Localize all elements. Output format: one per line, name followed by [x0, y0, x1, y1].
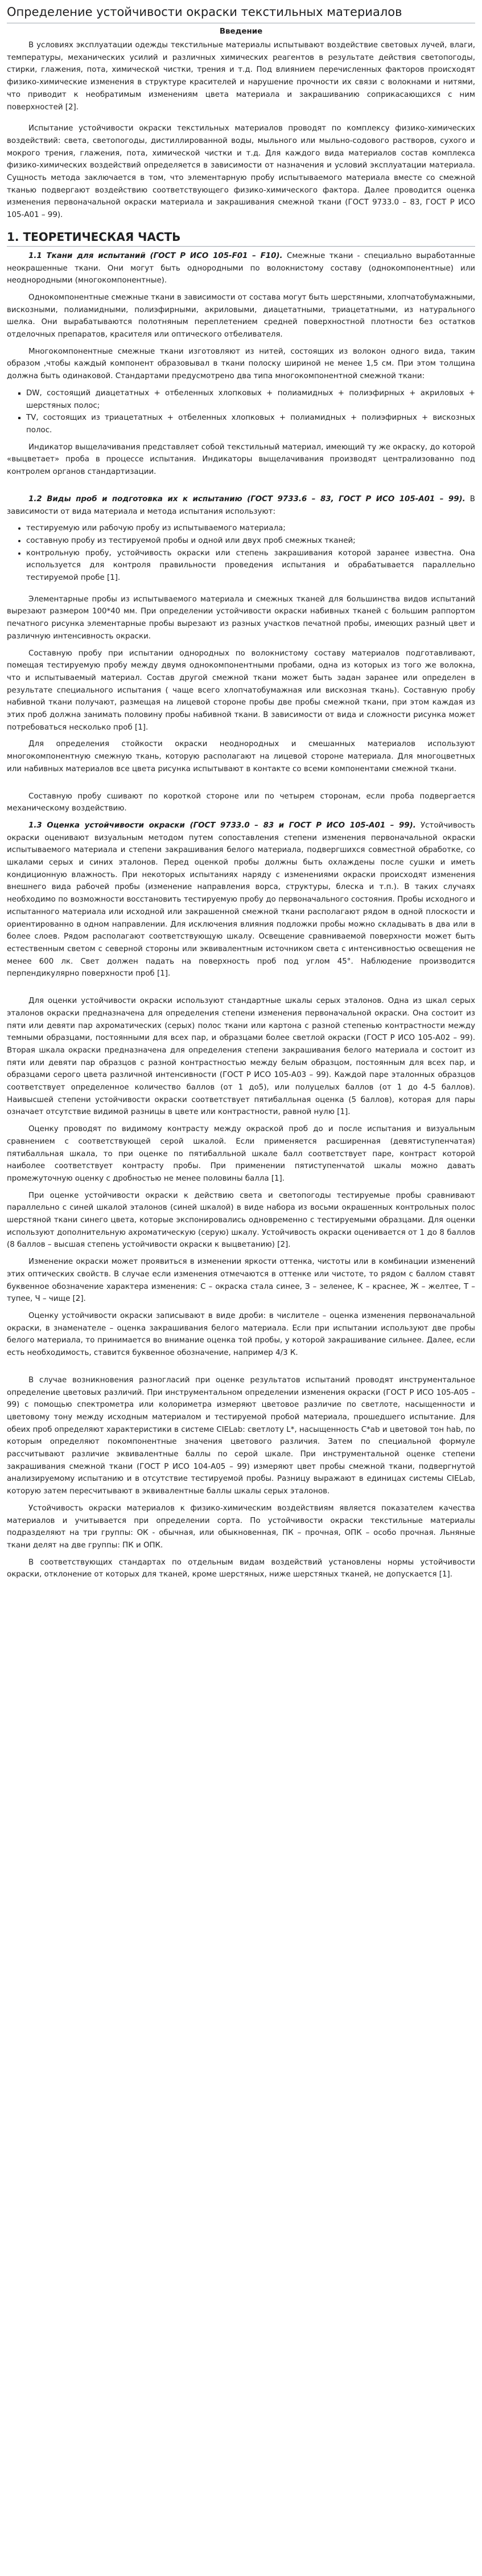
section-1-1-text: Смежные ткани - специально выработанные неокрашенные ткани. Они могут быть однородными по волокнистому составу (однокомпонентные) или неоднородными (многокомпонентные). — [7, 251, 475, 285]
section-1-3-paragraph-3: Оценку проводят по видимому контрасту между окраской проб до и после испытания и визуальным сравнением с соответствующей серой шкалой. Если применяется расширенная (девятиступенчатая) пятибалльная шкала, то при оценке по пятибалльной шкале балл соответствует паре, контраст которой наиболее соответствует контрасту пробы. При применении пятиступенчатой шкалы можно давать промежуточную оценку с дробностью не менее половины балла [1]. — [7, 1125, 475, 1183]
section-1-3-title: 1.3 Оценка устойчивости окраски (ГОСТ 9733.0 – 83 и ГОСТ Р ИСО 105-А01 – 99). — [28, 821, 416, 830]
section-1-2-title: 1.2 Виды проб и подготовка их к испытанию (ГОСТ 9733.6 – 83, ГОСТ Р ИСО 105-А01 – 99). — [28, 494, 465, 503]
section-1-3-paragraph-4: При оценке устойчивости окраски к действию света и светопогоды тестируемые пробы сравнивают параллельно с синей шкалой эталонов (синей шкалой) в виде набора из восьми окрашенных контрольных полос шерстяной ткани синего цвета, которые экспонировались одновременно с тестируемыми образцами. Для оценки используют дополнительную ахроматическую (серую) шкалу. Устойчивость окраски оценивается от 1 до 8 баллов (8 баллов – высшая степень устойчивости окраски к выцветанию) [2]. — [7, 1191, 475, 1250]
list-item: ▪ TV, состоящих из триацетатных + отбеленных хлопковых + полиамидных + полиэфирных + вискозных полос. — [26, 412, 475, 436]
section-1-3-paragraph-5: Изменение окраски может проявиться в изменении яркости оттенка, чистоты или в комбинации изменений этих оптических свойств. В случае если изменения отмечаются в оттенке или чистоте, то рядом с баллом ставят буквенное обозначение характера изменения: С – окраска стала синее, З – зеленее, К – краснее, Ж – желтее, Т – тупее, Ч – чище [2]. — [7, 1258, 475, 1304]
section-1-3-text: Устойчивость окраски оценивают визуальным методом путем сопоставления степени изменения первоначальной окраски испытываемого материала и степени закрашивания белого материала, подвергшихся совместной обработке, со шкалами серых и синих эталонов. Перед оценкой пробы должны быть охлаждены после сушки и иметь кондиционную влажность. При некоторых испытаниях наряду с изменениями окраски происходят изменения внешнего вида рабочей пробы (изменение направления ворса, структуры, блеска и т.п.). В таких случаях необходимо по возможности восстановить тестируемую пробу до первоначального состояния. Пробы исходного и испытанного материала или исходной или закрашенной смежной ткани располагают рядом в одной плоскости и ориентированно в одном направлении. Для исключения влияния подложки пробы можно складывать в два или в более слоев. Рядом располагают соответствующую шкалу. Освещение сравниваемой поверхности может быть естественным светом с северной стороны или эквивалентным источником света с интенсивностью освещения не менее 600 лк. Свет должен падать на поверхность проб под углом 45°. Наблюдение производится перпендикулярно поверхности проб [1]. — [7, 821, 475, 978]
list-item: • тестируемую или рабочую пробу из испытываемого материала; — [26, 522, 475, 535]
section-1-2-paragraph — [7, 493, 475, 518]
section-1-1-paragraph-4: Индикатор выщелачивания представляет собой текстильный материал, имеющий ту же окраску, до которой «выцветает» проба в процессе испытания. Индикаторы выщелачивания производят централизованно под контролем органов стандартизации. — [7, 443, 475, 477]
section-1-3-paragraph — [7, 820, 475, 980]
list-item: ▪ DW, состоящий диацетатных + отбеленных хлопковых + полиамидных + полиэфирных + акриловых + шерстяных полос; — [26, 387, 475, 412]
sample-types-list — [7, 522, 475, 584]
page-title: Определение устойчивости окраски текстильных материалов — [7, 1, 475, 23]
list-item: • составную пробу из тестируемой пробы и одной или двух проб смежных тканей; — [26, 535, 475, 547]
list-item: • контрольную пробу, устойчивость окраски или степень закрашивания которой заранее известна. Она используется для контроля правильности проведения испытания и обрабатывается параллельно тестируемой пробе [1]. — [26, 547, 475, 584]
intro-heading: Введение — [219, 27, 263, 36]
section-1-2-paragraph-3: Составную пробу при испытании однородных по волокнистому составу материалов подготавливают, помещая тестируемую пробу между двумя однокомпонентными пробами, одна из которых из того же волокна, что и испытываемый материал. Состав другой смежной ткани может быть задан заранее или определен в результате специального испытания ( чаще всего хлопчатобумажная или вискозная ткань). Составную пробу набивной ткани получают, размещая на лицевой стороне пробы две пробы смежной ткани, при этом каждая из этих проб должна занимать половину пробы набивной ткани. В зависимости от вида и сложности рисунка может потребоваться несколько проб [1]. — [7, 649, 475, 732]
section-1-1-paragraph-3: Многокомпонентные смежные ткани изготовляют из нитей, состоящих из волокон одного вида, таким образом ,чтобы каждый компонент образовывал в ткани полоску шириной не менее 1,5 см. При этом толщина должна быть одинаковой. Стандартами предусмотрено два типа многокомпонентной смежной ткани: — [7, 347, 475, 381]
section-1-3-paragraph-8: Устойчивость окраски материалов к физико-химическим воздействиям является показателем качества материалов и учитывается при определении сорта. По устойчивости окраски текстильные материалы подразделяют на три группы: ОК - обычная, или обыкновенная, ПК – прочная, ОПК – особо прочная. Льняные ткани делят на две группы: ПК и ОПК. — [7, 1504, 475, 1550]
intro-paragraph-1: В условиях эксплуатации одежды текстильные материалы испытывают воздействие световых лучей, влаги, температуры, механических усилий и различных химических реагентов в результате действия светопогоды, стирки, глажения, пота, химической чистки, трения и т.д. Под влиянием перечисленных факторов происходят физико-химические изменения в структуре красителей и нарушение прочности их связи с волокнами и нитями, что приводит к необратимым изменениям цвета материала и закрашиванию соприкасающихся с ним поверхностей [2]. — [7, 41, 475, 112]
section-1-3-paragraph-9: В соответствующих стандартах по отдельным видам воздействий установлены нормы устойчивости окраски, отклонение от которых для тканей, кроме шерстяных, ниже шерстяных тканей, не допускается [1]. — [7, 1558, 475, 1579]
section-1-1-paragraph-2: Однокомпонентные смежные ткани в зависимости от состава могут быть шерстяными, хлопчатобумажными, вискозными, полиамидными, полиэфирными, акриловыми, диацетатными, триацетатными, из натурального шелка. Они вырабатываются полотняным переплетением средней поверхностной плотности без остатков отделочных препаратов, красителя или оптического отбеливателя. — [7, 293, 475, 339]
section-1-2-paragraph-5: Составную пробу сшивают по короткой стороне или по четырем сторонам, если проба подвергается механическому воздействию. — [7, 792, 475, 813]
section-1-1-title: 1.1 Ткани для испытаний (ГОСТ Р ИСО 105-F01 – F10). — [28, 251, 283, 260]
section-1-1-paragraph — [7, 250, 475, 287]
adjacent-fabric-types-list — [7, 387, 475, 437]
section-1-3-paragraph-6: Оценку устойчивости окраски записывают в виде дроби: в числителе – оценка изменения первоначальной окраски, в знаменателе – оценка закрашивания белого материала. Если при испытании используют две пробы белого материала, то принимается во внимание оценка той пробы, у которой закрашивание сильнее. Далее, если есть необходимость, ставится буквенное обозначение, например 4/3 К. — [7, 1311, 475, 1358]
section-1-2-paragraph-4: Для определения стойкости окраски неоднородных и смешанных материалов используют многокомпонентную смежную ткань, которую располагают на лицевой стороне материала. Для многоцветных или набивных материалов все цвета рисунка испытывают в контакте со всеми компонентами смежной ткани. — [7, 740, 475, 773]
section-1-2-text: В зависимости от вида материала и метода испытания используют: — [7, 494, 475, 516]
section-heading-theory: 1. ТЕОРЕТИЧЕСКАЯ ЧАСТЬ — [7, 230, 475, 247]
section-1-3-paragraph-7: В случае возникновения разногласий при оценке результатов испытаний проводят инструментальное определение цветовых различий. При инструментальном определении изменения окраски (ГОСТ Р ИСО 105-А05 – 99) с помощью спектрометра или колориметра измеряют цветовое различие по светлоте, насыщенности и цветовому тону между исходным материалом и тестируемой пробой материала, прошедшего испытание. Для обеих проб определяют характеристики в системе CIELab: светлоту L*, насыщенность C*ab и цветовой тон hab, по которым определяют покомпонентные значения цветового различия. Затем по специальной формуле рассчитывают различие эквивалентные баллы по серой шкале. При инструментальной оценке степени закрашивания смежной ткани (ГОСТ Р ИСО 104-А05 – 99) измеряют цвет пробы смежной ткани, подвергнутой анализируемому испытанию и в отсутствие тестируемой пробы. Разницу выражают в единицах системы CIELab, которую затем пересчитывают в эквивалентные баллы шкалы серых эталонов. — [7, 1375, 475, 1496]
intro-paragraph-2: Испытание устойчивости окраски текстильных материалов проводят по комплексу физико-химических воздействий: света, светопогоды, дистиллированной воды, мыльного или мыльно-содового растворов, сухого и мокрого трения, глажения, пота, химической чистки и т.д. Для каждого вида материалов состав комплекса физико-химических воздействий определяется в зависимости от назначения и условий эксплуатации материала. Сущность метода заключается в том, что элементарную пробу испытываемого материала вместе со смежной тканью подвергают воздействию соответствующего физико-химического фактора. Далее проводится оценка изменения первоначальной окраски материала и закрашивания смежной ткани (ГОСТ 9733.0 – 83, ГОСТ Р ИСО 105-А01 – 99). — [7, 124, 475, 220]
section-1-3-paragraph-2: Для оценки устойчивости окраски используют стандартные шкалы серых эталонов. Одна из шкал серых эталонов окраски предназначена для определения степени изменения первоначальной окраски. Она состоит из пяти или девяти пар ахроматических (серых) полос ткани или картона с разной степенью контрастности между темными образцами, постоянными для всех пар, и образцами более светлой окраски (ГОСТ Р ИСО 105-А02 – 99). Вторая шкала окраски предназначена для определения степени закрашивания белого материала и состоит из пяти или девяти пар образцов с разной контрастностью между белым образцом, постоянным для всех пар, и образцами серого цвета различной интенсивности (ГОСТ Р ИСО 105-А03 – 99). Каждой паре эталонных образцов соответствует определенное количество баллов (от 1 до5), или полуцелых баллов (от 1 до 4-5 баллов). Наивысшей степени устойчивости окраски соответствует пятибалльная оценка (5 баллов), которая для пары означает отсутствие видимой разницы в цвете или контрастности, равной нулю [1]. — [7, 997, 475, 1117]
section-1-2-paragraph-2: Элементарные пробы из испытываемого материала и смежных тканей для большинства видов испытаний вырезают размером 100*40 мм. При определении устойчивости окраски набивных тканей с большим раппортом печатного рисунка элементарные пробы вырезают из разных участков печатной пробы, имеющих разный цвет и различную интенсивность окраски. — [7, 595, 475, 641]
